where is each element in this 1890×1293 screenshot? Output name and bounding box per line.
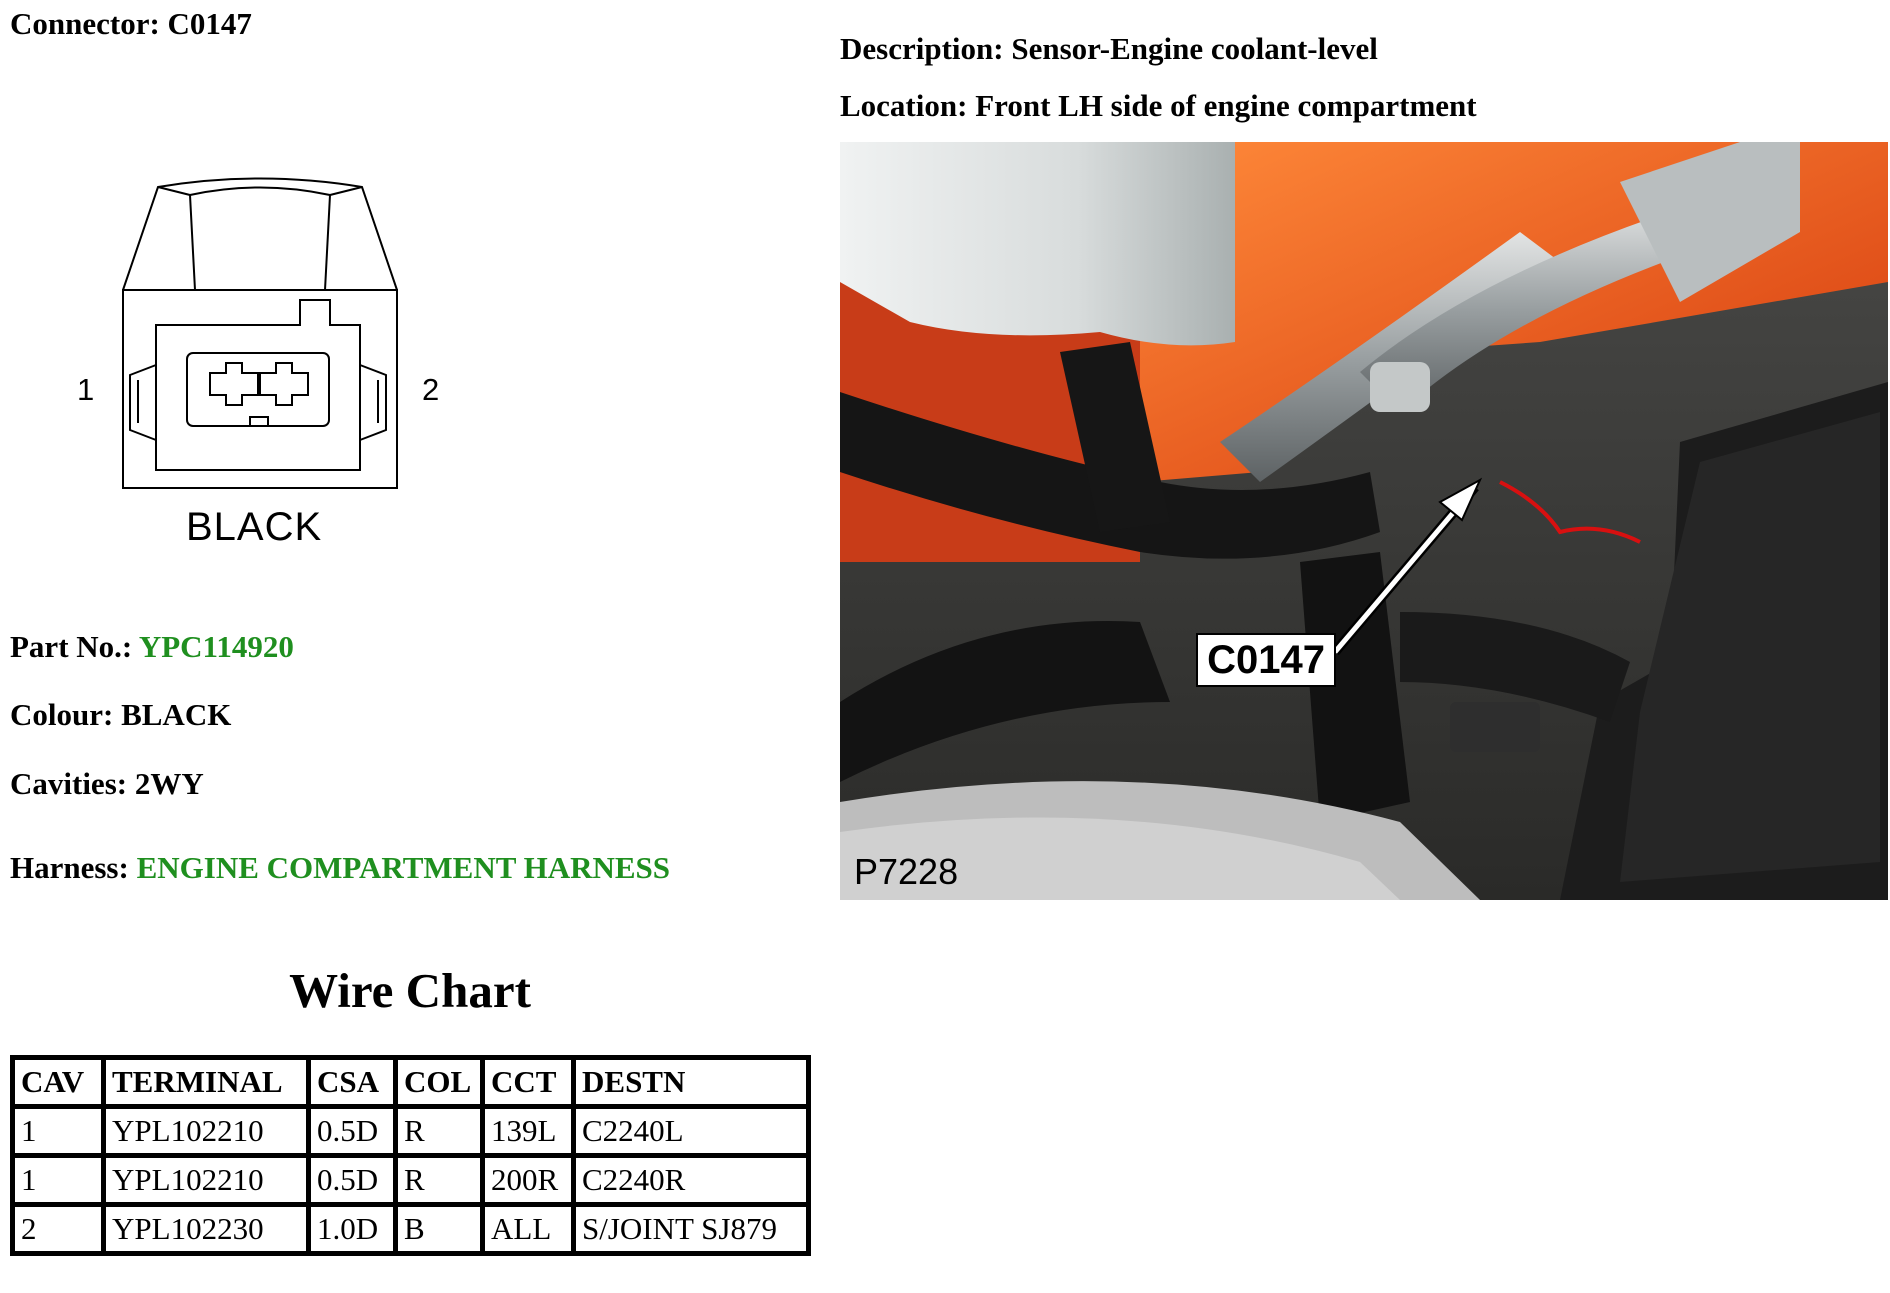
table-row (15, 1109, 806, 1153)
colour-value: BLACK (121, 697, 232, 732)
description-value: Sensor-Engine coolant-level (1011, 31, 1378, 66)
wire-chart-title: Wire Chart (289, 963, 531, 1018)
col-header-cav: CAV (15, 1060, 101, 1104)
col-header-col: COL (398, 1060, 480, 1104)
part-no-line (10, 629, 294, 665)
cell-terminal: YPL102210 (106, 1109, 306, 1153)
harness-label: Harness: (10, 850, 129, 885)
cell-col: R (398, 1109, 480, 1153)
connector-label: Connector: (10, 6, 160, 41)
pin-1-label: 1 (77, 372, 95, 407)
location-label: Location: (840, 88, 968, 123)
cell-col: R (398, 1158, 480, 1202)
connector-face-diagram (60, 165, 460, 495)
description-line (840, 31, 1378, 67)
cell-csa: 1.0D (311, 1207, 393, 1251)
table-row (15, 1158, 806, 1202)
connector-heading (10, 6, 252, 42)
part-no-value: YPC114920 (138, 629, 294, 664)
col-header-cct: CCT (485, 1060, 571, 1104)
harness-line (10, 850, 670, 886)
col-header-destn: DESTN (576, 1060, 806, 1104)
col-header-terminal: TERMINAL (106, 1060, 306, 1104)
cavities-value: 2WY (134, 766, 204, 801)
cell-destn: C2240R (576, 1158, 806, 1202)
cavities-line (10, 766, 204, 802)
cell-csa: 0.5D (311, 1109, 393, 1153)
cell-destn: S/JOINT SJ879 (576, 1207, 806, 1251)
connector-id: C0147 (167, 6, 252, 41)
part-no-label: Part No.: (10, 629, 133, 664)
cell-terminal: YPL102210 (106, 1158, 306, 1202)
cell-cav: 1 (15, 1158, 101, 1202)
cell-cct: 139L (485, 1109, 571, 1153)
wire-chart-header-row (15, 1060, 806, 1104)
colour-label: Colour: (10, 697, 114, 732)
location-line (840, 88, 1477, 124)
diagram-colour-label: BLACK (186, 505, 323, 549)
col-header-csa: CSA (311, 1060, 393, 1104)
pin-2-label: 2 (422, 372, 440, 407)
harness-value: ENGINE COMPARTMENT HARNESS (136, 850, 671, 885)
photo-reference: P7228 (854, 851, 959, 892)
location-value: Front LH side of engine compartment (975, 88, 1477, 123)
cell-col: B (398, 1207, 480, 1251)
cell-cav: 1 (15, 1109, 101, 1153)
description-label: Description: (840, 31, 1004, 66)
cell-destn: C2240L (576, 1109, 806, 1153)
cell-terminal: YPL102230 (106, 1207, 306, 1251)
cell-csa: 0.5D (311, 1158, 393, 1202)
wire-chart-table (10, 1055, 811, 1256)
cell-cct: ALL (485, 1207, 571, 1251)
colour-line (10, 697, 231, 733)
cell-cav: 2 (15, 1207, 101, 1251)
table-row (15, 1207, 806, 1251)
location-photo (840, 142, 1888, 900)
photo-callout-label: C0147 (1207, 638, 1325, 682)
cell-cct: 200R (485, 1158, 571, 1202)
cavities-label: Cavities: (10, 766, 128, 801)
